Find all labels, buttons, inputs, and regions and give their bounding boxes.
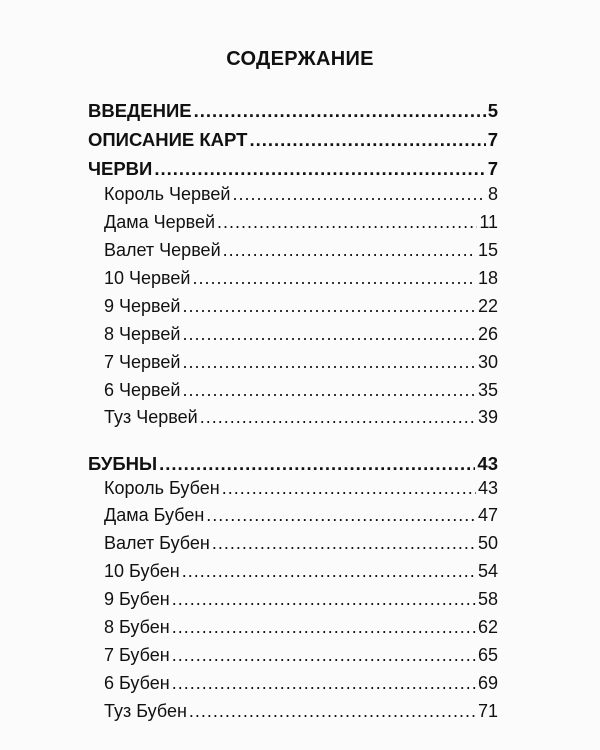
dot-leader — [232, 184, 486, 205]
toc-entry-page: 47 — [477, 505, 498, 525]
toc-entry-label: Туз Червей — [104, 407, 198, 427]
toc-entry-label: Король Бубен — [104, 478, 220, 498]
toc-entry-page: 5 — [487, 100, 498, 121]
dot-leader — [182, 352, 476, 373]
toc-entry-ten-hearts — [104, 268, 498, 289]
toc-entry-page: 30 — [477, 352, 498, 372]
toc-entry-ace-hearts — [104, 407, 498, 428]
toc-entry-queen-diamonds — [104, 505, 498, 526]
toc-entry-nine-diamonds — [104, 589, 498, 610]
dot-leader — [217, 212, 477, 233]
toc-entry-six-hearts — [104, 380, 498, 401]
toc-entry-label: Валет Бубен — [104, 533, 210, 553]
toc-entry-label: Туз Бубен — [104, 701, 187, 721]
toc-entry-diamonds — [88, 453, 498, 475]
toc-entry-hearts — [88, 158, 498, 180]
toc-entry-seven-hearts — [104, 352, 498, 373]
toc-entry-nine-hearts — [104, 296, 498, 317]
dot-leader — [172, 673, 476, 694]
toc-entry-king-diamonds — [104, 478, 498, 499]
toc-entry-page: 65 — [477, 645, 498, 665]
dot-leader — [222, 478, 476, 499]
toc-entry-page: 22 — [477, 296, 498, 316]
dot-leader — [172, 645, 476, 666]
toc-entry-label: 9 Червей — [104, 296, 181, 316]
dot-leader — [249, 129, 485, 151]
toc-entry-ten-diamonds — [104, 561, 498, 582]
toc-entry-label: 9 Бубен — [104, 589, 170, 609]
dot-leader — [172, 617, 476, 638]
toc-entry-page: 54 — [477, 561, 498, 581]
toc-entry-page: 71 — [477, 701, 498, 721]
toc-entry-page: 18 — [477, 268, 498, 288]
toc-entry-introduction — [88, 100, 498, 122]
toc-entry-label: 6 Червей — [104, 380, 181, 400]
toc-entry-page: 15 — [477, 240, 498, 260]
toc-entry-page: 8 — [487, 184, 498, 204]
toc-entry-label: ЧЕРВИ — [88, 158, 153, 179]
toc-entry-ace-diamonds — [104, 701, 498, 722]
dot-leader — [194, 100, 486, 122]
toc-entry-six-diamonds — [104, 673, 498, 694]
toc-entry-page: 39 — [477, 407, 498, 427]
toc-entry-queen-hearts — [104, 212, 498, 233]
toc-entry-page: 26 — [477, 324, 498, 344]
dot-leader — [189, 701, 476, 722]
toc-entry-label: Король Червей — [104, 184, 231, 204]
toc-heading: СОДЕРЖАНИЕ — [226, 48, 374, 70]
dot-leader — [206, 505, 476, 526]
toc-entry-page: 11 — [479, 212, 498, 232]
toc-entry-label: БУБНЫ — [88, 453, 158, 474]
toc-entry-jack-diamonds — [104, 533, 498, 554]
dot-leader — [182, 561, 476, 582]
dot-leader — [182, 380, 476, 401]
dot-leader — [200, 407, 476, 428]
toc-entry-page: 62 — [477, 617, 498, 637]
toc-entry-card-description — [88, 129, 498, 151]
toc-entry-label: 8 Червей — [104, 324, 181, 344]
toc-entry-page: 7 — [487, 129, 498, 150]
toc-entry-label: Дама Червей — [104, 212, 216, 232]
toc-entry-page: 7 — [487, 158, 498, 179]
dot-leader — [154, 158, 485, 180]
dot-leader — [182, 296, 476, 317]
toc-entry-label: ВВЕДЕНИЕ — [88, 100, 192, 121]
toc-entry-label: Валет Червей — [104, 240, 221, 260]
toc-entry-label: 10 Бубен — [104, 561, 180, 581]
dot-leader — [212, 533, 476, 554]
dot-leader — [182, 324, 476, 345]
toc-entry-eight-diamonds — [104, 617, 498, 638]
toc-entry-label: 10 Червей — [104, 268, 191, 288]
toc-entry-seven-diamonds — [104, 645, 498, 666]
toc-entry-page: 35 — [477, 380, 498, 400]
toc-entry-label: 7 Бубен — [104, 645, 170, 665]
dot-leader — [223, 240, 476, 261]
toc-entry-label: 7 Червей — [104, 352, 181, 372]
toc-entry-page: 69 — [477, 673, 498, 693]
toc-entry-label: ОПИСАНИЕ КАРТ — [88, 129, 248, 150]
toc-entry-page: 50 — [477, 533, 498, 553]
toc-entry-page: 43 — [477, 478, 498, 498]
dot-leader — [159, 453, 475, 475]
toc-entry-page: 58 — [477, 589, 498, 609]
toc-entry-label: Дама Бубен — [104, 505, 205, 525]
dot-leader — [172, 589, 476, 610]
toc-entry-label: 8 Бубен — [104, 617, 170, 637]
toc-entry-king-hearts — [104, 184, 498, 205]
dot-leader — [192, 268, 476, 289]
toc-entry-page: 43 — [477, 453, 498, 474]
toc-entry-jack-hearts — [104, 240, 498, 261]
toc-entry-eight-hearts — [104, 324, 498, 345]
toc-entry-label: 6 Бубен — [104, 673, 170, 693]
